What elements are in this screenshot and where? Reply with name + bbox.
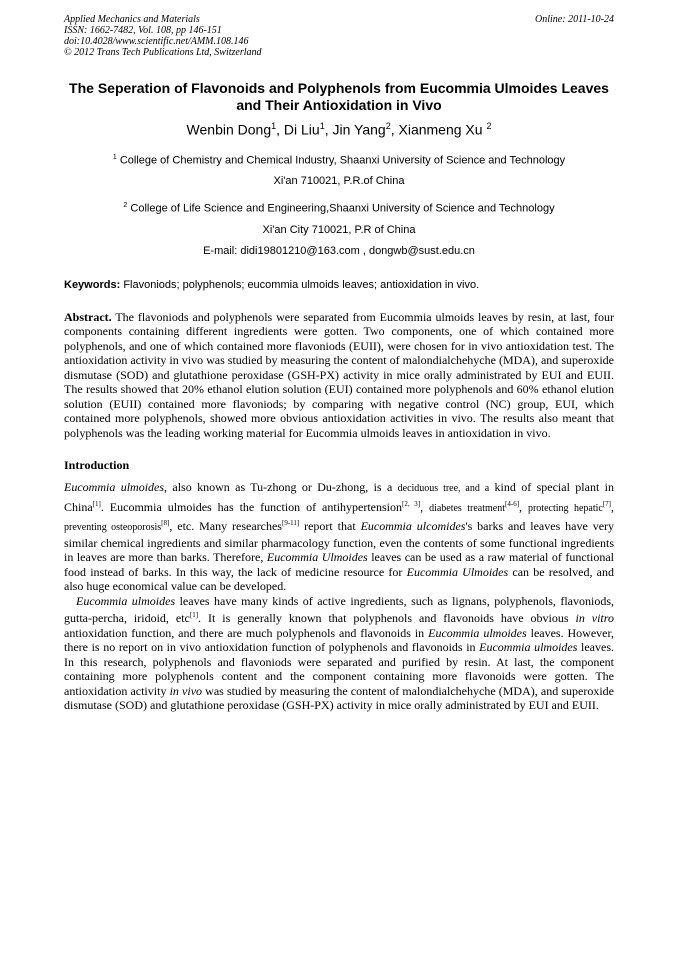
affiliation-1-address: Xi'an 710021, P.R.of China bbox=[273, 175, 405, 188]
text-run: diabetes treatment bbox=[429, 502, 506, 514]
affiliation-2 bbox=[64, 199, 614, 216]
copyright-line: © 2012 Trans Tech Publications Ltd, Switzerland bbox=[64, 47, 262, 58]
species-name: Eucommia ulmoides bbox=[64, 480, 165, 495]
text-run: kind of special plant in China bbox=[64, 480, 614, 514]
publication-info bbox=[64, 14, 262, 58]
keywords bbox=[64, 278, 614, 292]
text-run: was studied by measuring the content of malondialchehyche (MDA), and superoxide dismutase (SOD) and glutathione peroxidase (GSH-PX) activity in mice orally administrated by EUI and EUII. bbox=[64, 683, 614, 713]
text-run: 's barks and leaves have very similar chemical ingredients and similar pharmacology function, even the contents of some functional ingredients in leaves are more than barks. Therefore, bbox=[64, 519, 615, 565]
species-name: Eucommia Ulmoides bbox=[266, 550, 368, 565]
text-run: leaves. In this research, polyphenols and flavoniods were separated and purified by resin. At last, the component containing more polyphenols content and the component containing more flavonoids were gotten. The antioxidation activity bbox=[64, 640, 614, 698]
affiliation-number: 2 bbox=[123, 202, 128, 210]
abstract-text: The flavoniods and polyphenols were separated from Eucommia ulmoids leaves by resin, at last, four components containing different ingredients were gotten. Two components, one of which contained more polyphenols, and one of which contained more flavoniods (EUII), were chosen for in vivo antioxidation test. The antioxidation activity in vivo was studied by measuring the content of malondialchehyche (MDA), and superoxide dismutase (SOD) and glutathione peroxidase (GSH-PX) activity in mice orally administrated by EUI and EUII. The results showed that 20% ethanol elution solution (EUI) contained more polyphenols and 60% ethanol elution solution (EUII) contained more flavoniods; by comparing with negative control (NC) group, EUI, which contained more polyphenols, showed more obvious antioxidation activities in vivo. The results also meant that polyphenols was the leading working material for Eucommia ulmoids leaves in antioxidation in vivo. bbox=[64, 309, 614, 440]
text-run: , bbox=[519, 499, 528, 514]
text-run: report that bbox=[299, 519, 361, 534]
species-name: Eucommia ulcomides bbox=[360, 519, 466, 534]
citation: [9-11] bbox=[281, 519, 300, 528]
text-run: antioxidation function, and there are much polyphenols and flavonoids in bbox=[64, 625, 429, 640]
author-affiliation-mark: 1 bbox=[271, 121, 277, 131]
italic-term: in vivo bbox=[169, 683, 203, 698]
author-affiliation-mark: 2 bbox=[385, 121, 391, 131]
author-name: Di Liu bbox=[283, 121, 320, 138]
affiliation-1-name: College of Chemistry and Chemical Industry, Shaanxi University of Science and Technology bbox=[119, 154, 566, 167]
citation: [2, 3] bbox=[402, 499, 421, 508]
text-run: , also known as Tu-zhong or Du-zhong, is a bbox=[164, 480, 398, 495]
running-header bbox=[64, 14, 614, 58]
species-name: Eucommia ulmoides bbox=[428, 625, 527, 640]
author-list: Wenbin Dong$^1$, Di Liu$^1$, Jin Yang$^2$, Xianmeng Xu $^2$ bbox=[186, 121, 492, 138]
paper-title: The Seperation of Flavonoids and Polyphenols from Eucommia Ulmoides Leaves and Their Antioxidation in Vivo bbox=[69, 80, 609, 113]
affiliation-1 bbox=[64, 151, 614, 168]
affiliation-2-name: College of Life Science and Engineering,Shaanxi University of Science and Technology bbox=[130, 202, 555, 215]
species-name: Eucommia ulmoides bbox=[76, 593, 176, 608]
species-name: Eucommia Ulmoides bbox=[406, 564, 509, 579]
text-run: leaves have many kinds of active ingredients, such as lignans, polyphenols, flavoniods, gutta-percha, iridoid, etc bbox=[64, 593, 614, 626]
abstract bbox=[64, 310, 614, 441]
author-affiliation-mark: 1 bbox=[319, 121, 325, 131]
keywords-text: Flavoniods; polyphenols; eucommia ulmoids leaves; antioxidation in vivo. bbox=[123, 278, 480, 291]
citation: [7] bbox=[602, 499, 611, 508]
intro-paragraph-1 bbox=[64, 480, 614, 594]
contact-email: E-mail: didi19801210@163.com , dongwb@sust.edu.cn bbox=[203, 244, 475, 257]
species-name: Eucommia ulmoides bbox=[479, 640, 578, 655]
text-run: leaves can be used as a raw material of functional food instead of barks. In this way, the lack of medicine resource for bbox=[64, 550, 614, 579]
text-run: , etc. Many researches bbox=[169, 519, 282, 534]
abstract-label: Abstract. bbox=[64, 309, 112, 324]
online-date: Online: 2011-10-24 bbox=[535, 14, 614, 25]
text-run: , bbox=[420, 499, 430, 514]
text-run: can be resolved, and also huge economical value can be developed. bbox=[64, 564, 615, 594]
section-heading-introduction: Introduction bbox=[64, 458, 130, 473]
text-run: protecting hepatic bbox=[527, 502, 603, 514]
intro-paragraph-2 bbox=[64, 594, 614, 713]
author-name: Wenbin Dong bbox=[186, 121, 272, 138]
keywords-label: Keywords: bbox=[64, 278, 121, 291]
author-name: Xianmeng Xu bbox=[398, 121, 483, 138]
text-run: . Eucommia ulmoides has the function of antihypertension bbox=[100, 499, 403, 514]
affiliation-2-address: Xi'an City 710021, P.R of China bbox=[262, 223, 416, 236]
issn-line: ISSN: 1662-7482, Vol. 108, pp 146-151 bbox=[64, 25, 222, 36]
text-run: . It is generally known that polyphenols and flavonoids have obvious bbox=[198, 611, 576, 626]
author-name: Jin Yang bbox=[332, 121, 386, 138]
author-affiliation-mark: 2 bbox=[486, 121, 492, 131]
italic-term: in vitro bbox=[575, 611, 614, 626]
doi-line: doi:10.4028/www.scientific.net/AMM.108.146 bbox=[64, 36, 249, 47]
affiliation-number: 1 bbox=[112, 153, 117, 161]
text-run: deciduous tree, and a bbox=[397, 483, 490, 495]
journal-name: Applied Mechanics and Materials bbox=[64, 14, 200, 25]
citation: [1] bbox=[92, 499, 101, 508]
text-run: leaves. However, there is no report on in vivo antioxidation function of polyphenols and flavonoids in bbox=[64, 625, 615, 655]
citation: [4-6] bbox=[505, 499, 520, 508]
text-run: preventing osteoporosis bbox=[64, 522, 162, 534]
text-run: , bbox=[611, 499, 614, 514]
citation: [8] bbox=[161, 519, 170, 528]
citation: [1] bbox=[189, 611, 199, 620]
